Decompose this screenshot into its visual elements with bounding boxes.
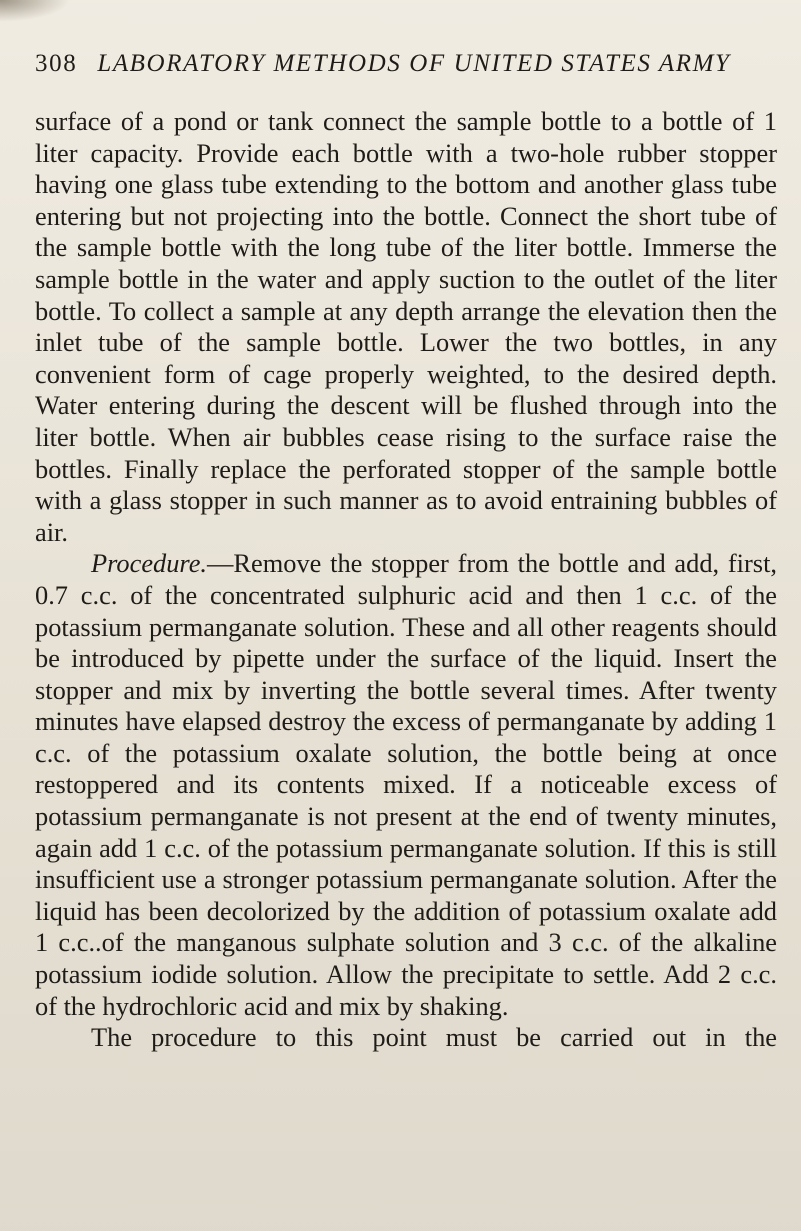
paragraph-sampling-apparatus: surface of a pond or tank connect the sample bottle to a bottle of 1 liter capacity. Provide each bottle with a two-hole rubber stopper having one glass tube extending to the bottom and another glass tube entering but not projecting into the bottle. Connect the short tube of the sample bottle with the long tube of the liter bottle. Immerse the sample bottle in the water and apply suction to the outlet of the liter bottle. To collect a sample at any depth arrange the elevation then the inlet tube of the sample bottle. Lower the two bottles, in any convenient form of cage properly weighted, to the desired depth. Water entering during the descent will be flushed through into the liter bottle. When air bubbles cease rising to the surface raise the bottles. Finally replace the perforated stopper of the sample bottle with a glass stopper in such manner as to avoid entraining bubbles of air. [35, 106, 777, 547]
procedure-heading: Procedure. [91, 548, 208, 579]
page-corner-shadow [0, 0, 70, 22]
body-text [35, 106, 777, 1054]
running-title: LABORATORY METHODS OF UNITED STATES ARMY [97, 50, 731, 77]
page-number: 308 [35, 50, 78, 77]
procedure-text: —Remove the stopper from the bottle and add, first, 0.7 c.c. of the concentrated sulphuric acid and then 1 c.c. of the potassium permanganate solution. These and all other reagents should be introduced by pipette under the surface of the liquid. Insert the stopper and mix by inverting the bottle several times. After twenty minutes have elapsed destroy the excess of permanganate by adding 1 c.c. of the potassium oxalate solution, the bottle being at once restoppered and its contents mixed. If a noticeable excess of potassium permanganate is not present at the end of twenty minutes, again add 1 c.c. of the potassium permanganate solution. If this is still insufficient use a stronger potassium permanganate solution. After the liquid has been decolorized by the addition of potassium oxalate add 1 c.c..of the manganous sulphate solution and 3 c.c. of the alkaline potassium iodide solution. Allow the precipitate to settle. Add 2 c.c. of the hydrochloric acid and mix by shaking. [35, 548, 777, 1021]
running-header [35, 50, 775, 84]
paragraph-continuation: The procedure to this point must be carried out in the [91, 1022, 777, 1053]
paragraph-procedure [35, 548, 777, 1022]
